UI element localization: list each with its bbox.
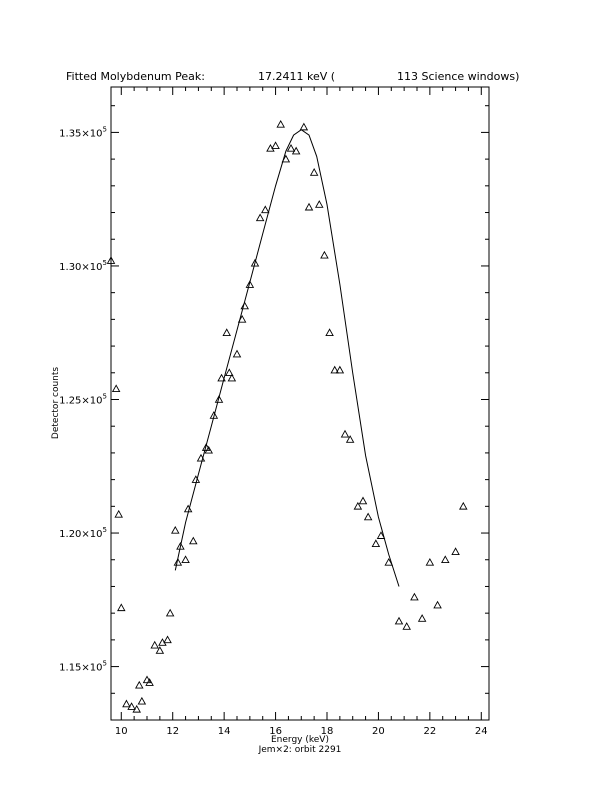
y-tick-label: $1.25\times 10^5$ [59, 392, 107, 407]
y-tick-labels [59, 125, 107, 673]
data-point-triangle [272, 142, 279, 148]
y-tick-label: $1.30\times 10^5$ [59, 258, 107, 273]
data-point-triangle [426, 559, 433, 565]
data-point-triangle [419, 615, 426, 621]
data-point-triangle [113, 385, 120, 391]
footer-label: Jem×2: orbit 2291 [258, 745, 342, 755]
data-point-triangle [257, 214, 264, 220]
data-point-triangle [133, 706, 140, 712]
data-point-triangle [326, 329, 333, 335]
data-point-triangle [146, 679, 153, 685]
y-tick-label: $1.15\times 10^5$ [59, 659, 107, 674]
data-point-triangle [403, 623, 410, 629]
data-point-triangle [452, 548, 459, 554]
x-tick-label: 24 [474, 726, 488, 737]
data-point-triangle [172, 527, 179, 533]
data-point-triangle [311, 169, 318, 175]
data-point-triangle [138, 698, 145, 704]
data-point-triangle [234, 351, 241, 357]
data-point-triangle [182, 556, 189, 562]
data-point-triangle [306, 204, 313, 210]
data-point-triangle [128, 703, 135, 709]
data-point-triangle [164, 636, 171, 642]
data-point-triangle [442, 556, 449, 562]
data-point-triangle [300, 124, 307, 130]
chart-title-part-2: 17.2411 keV ( [258, 70, 336, 83]
data-point-triangle [159, 639, 166, 645]
x-tick-label: 18 [320, 726, 334, 737]
x-tick-label: 10 [114, 726, 128, 737]
data-point-triangle [123, 700, 130, 706]
data-point-triangle [365, 514, 372, 520]
data-point-triangle [205, 447, 212, 453]
data-point-triangle [185, 506, 192, 512]
axis-ticks [111, 87, 489, 720]
data-point-triangle [136, 682, 143, 688]
x-axis-label: Energy (keV) [271, 735, 329, 745]
data-point-triangle [411, 594, 418, 600]
data-point-triangle [192, 476, 199, 482]
data-point-triangle [342, 431, 349, 437]
data-point-triangle [167, 610, 174, 616]
y-tick-label: $1.20\times 10^5$ [59, 526, 107, 541]
data-point-triangle [262, 206, 269, 212]
plot-frame [111, 87, 489, 720]
data-point-triangle [396, 618, 403, 624]
data-point-triangle [115, 511, 122, 517]
data-point-triangle [151, 642, 158, 648]
data-point-triangle [277, 121, 284, 127]
data-point-triangle [267, 145, 274, 151]
chart-title-part-3: 113 Science windows) [397, 70, 520, 83]
data-point-triangle [190, 538, 197, 544]
data-point-triangle [241, 303, 248, 309]
data-point-triangle [434, 602, 441, 608]
data-point-triangle [372, 540, 379, 546]
data-points [108, 121, 467, 712]
data-point-triangle [223, 329, 230, 335]
x-tick-label: 20 [372, 726, 385, 737]
y-tick-label: $1.35\times 10^5$ [59, 125, 107, 140]
data-point-triangle [118, 604, 125, 610]
data-point-triangle [321, 252, 328, 258]
x-tick-label: 22 [423, 726, 437, 737]
x-tick-label: 12 [166, 726, 180, 737]
x-tick-label: 14 [217, 726, 231, 737]
x-tick-label: 16 [269, 726, 282, 737]
chart-title-part-1: Fitted Molybdenum Peak: [66, 70, 205, 83]
data-point-triangle [460, 503, 467, 509]
data-point-triangle [293, 148, 300, 154]
data-point-triangle [360, 497, 367, 503]
data-point-triangle [316, 201, 323, 207]
y-axis-label: Detector counts [51, 366, 61, 440]
